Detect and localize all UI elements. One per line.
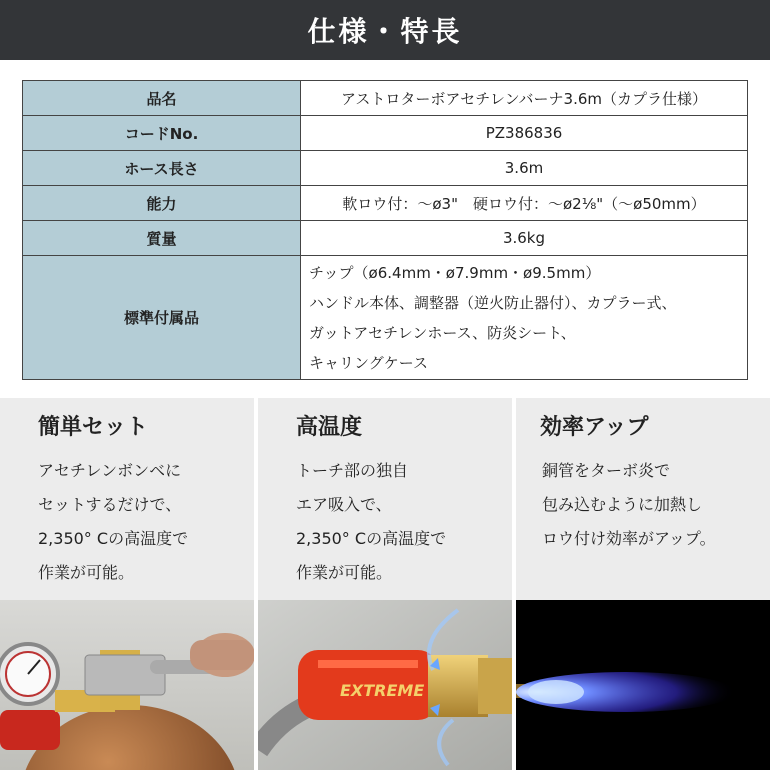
spec-row (23, 221, 748, 256)
spec-label: 標準付属品 (23, 256, 301, 380)
spec-value: PZ386836 (301, 116, 748, 151)
feature-line: セットするだけで、 (38, 495, 182, 514)
torch-label: EXTREME (340, 681, 425, 700)
spec-label: ホース長さ (23, 151, 301, 186)
feature-title: 簡単セット (38, 415, 149, 440)
spec-value: 3.6kg (301, 221, 748, 256)
feature-line: 銅管をターボ炎で (542, 461, 671, 480)
spec-table (22, 80, 748, 380)
spec-label: 品名 (23, 81, 301, 116)
feature-line: ロウ付け効率がアップ。 (542, 529, 716, 548)
blue-flame-illustration (516, 600, 770, 770)
feature-high-temperature (258, 398, 512, 770)
torch-head-illustration (258, 600, 512, 770)
spec-value: 軟ロウ付：〜ø3" 硬ロウ付：〜ø2⅛"（〜ø50mm） (301, 186, 748, 221)
feature-description (296, 454, 446, 590)
feature-line: 2,350° Cの高温度で (296, 529, 447, 548)
page-title: 仕様・特長 (307, 15, 463, 48)
feature-title: 効率アップ (540, 415, 649, 440)
spec-label: 能力 (23, 186, 301, 221)
photo-blue-flame (516, 600, 770, 770)
spec-value: アストロターボアセチレンバーナ3.6m（カプラ仕様） (301, 81, 748, 116)
page-header (0, 0, 770, 60)
features-section (0, 398, 770, 770)
feature-line: 作業が可能。 (296, 563, 393, 582)
accessory-line: ハンドル本体、調整器（逆火防止器付）、カプラー式、 (309, 293, 677, 312)
accessory-line: キャリングケース (309, 353, 428, 372)
feature-line: トーチ部の独自 (296, 461, 409, 480)
feature-title: 高温度 (296, 415, 363, 440)
feature-line: 包み込むように加熱し (542, 495, 703, 514)
spec-label: コードNo. (23, 116, 301, 151)
feature-description (38, 454, 188, 590)
feature-easy-setup (0, 398, 254, 770)
spec-label: 質量 (23, 221, 301, 256)
spec-row (23, 116, 748, 151)
spec-row (23, 151, 748, 186)
feature-line: 2,350° Cの高温度で (38, 529, 189, 548)
feature-description (542, 454, 716, 556)
spec-row (23, 81, 748, 116)
cylinder-regulator-illustration (0, 600, 254, 770)
photo-torch-head (258, 600, 512, 770)
spec-value: 3.6m (301, 151, 748, 186)
feature-line: 作業が可能。 (38, 563, 135, 582)
accessory-line: チップ（ø6.4mm・ø7.9mm・ø9.5mm） (309, 263, 601, 282)
spec-row-accessories (23, 256, 748, 380)
photo-cylinder-regulator (0, 600, 254, 770)
feature-line: エア吸入で、 (296, 495, 392, 514)
accessories-list (301, 256, 748, 380)
spec-row (23, 186, 748, 221)
feature-efficiency (516, 398, 770, 770)
accessory-line: ガットアセチレンホース、防炎シート、 (309, 323, 576, 342)
feature-line: アセチレンボンベに (38, 461, 182, 480)
